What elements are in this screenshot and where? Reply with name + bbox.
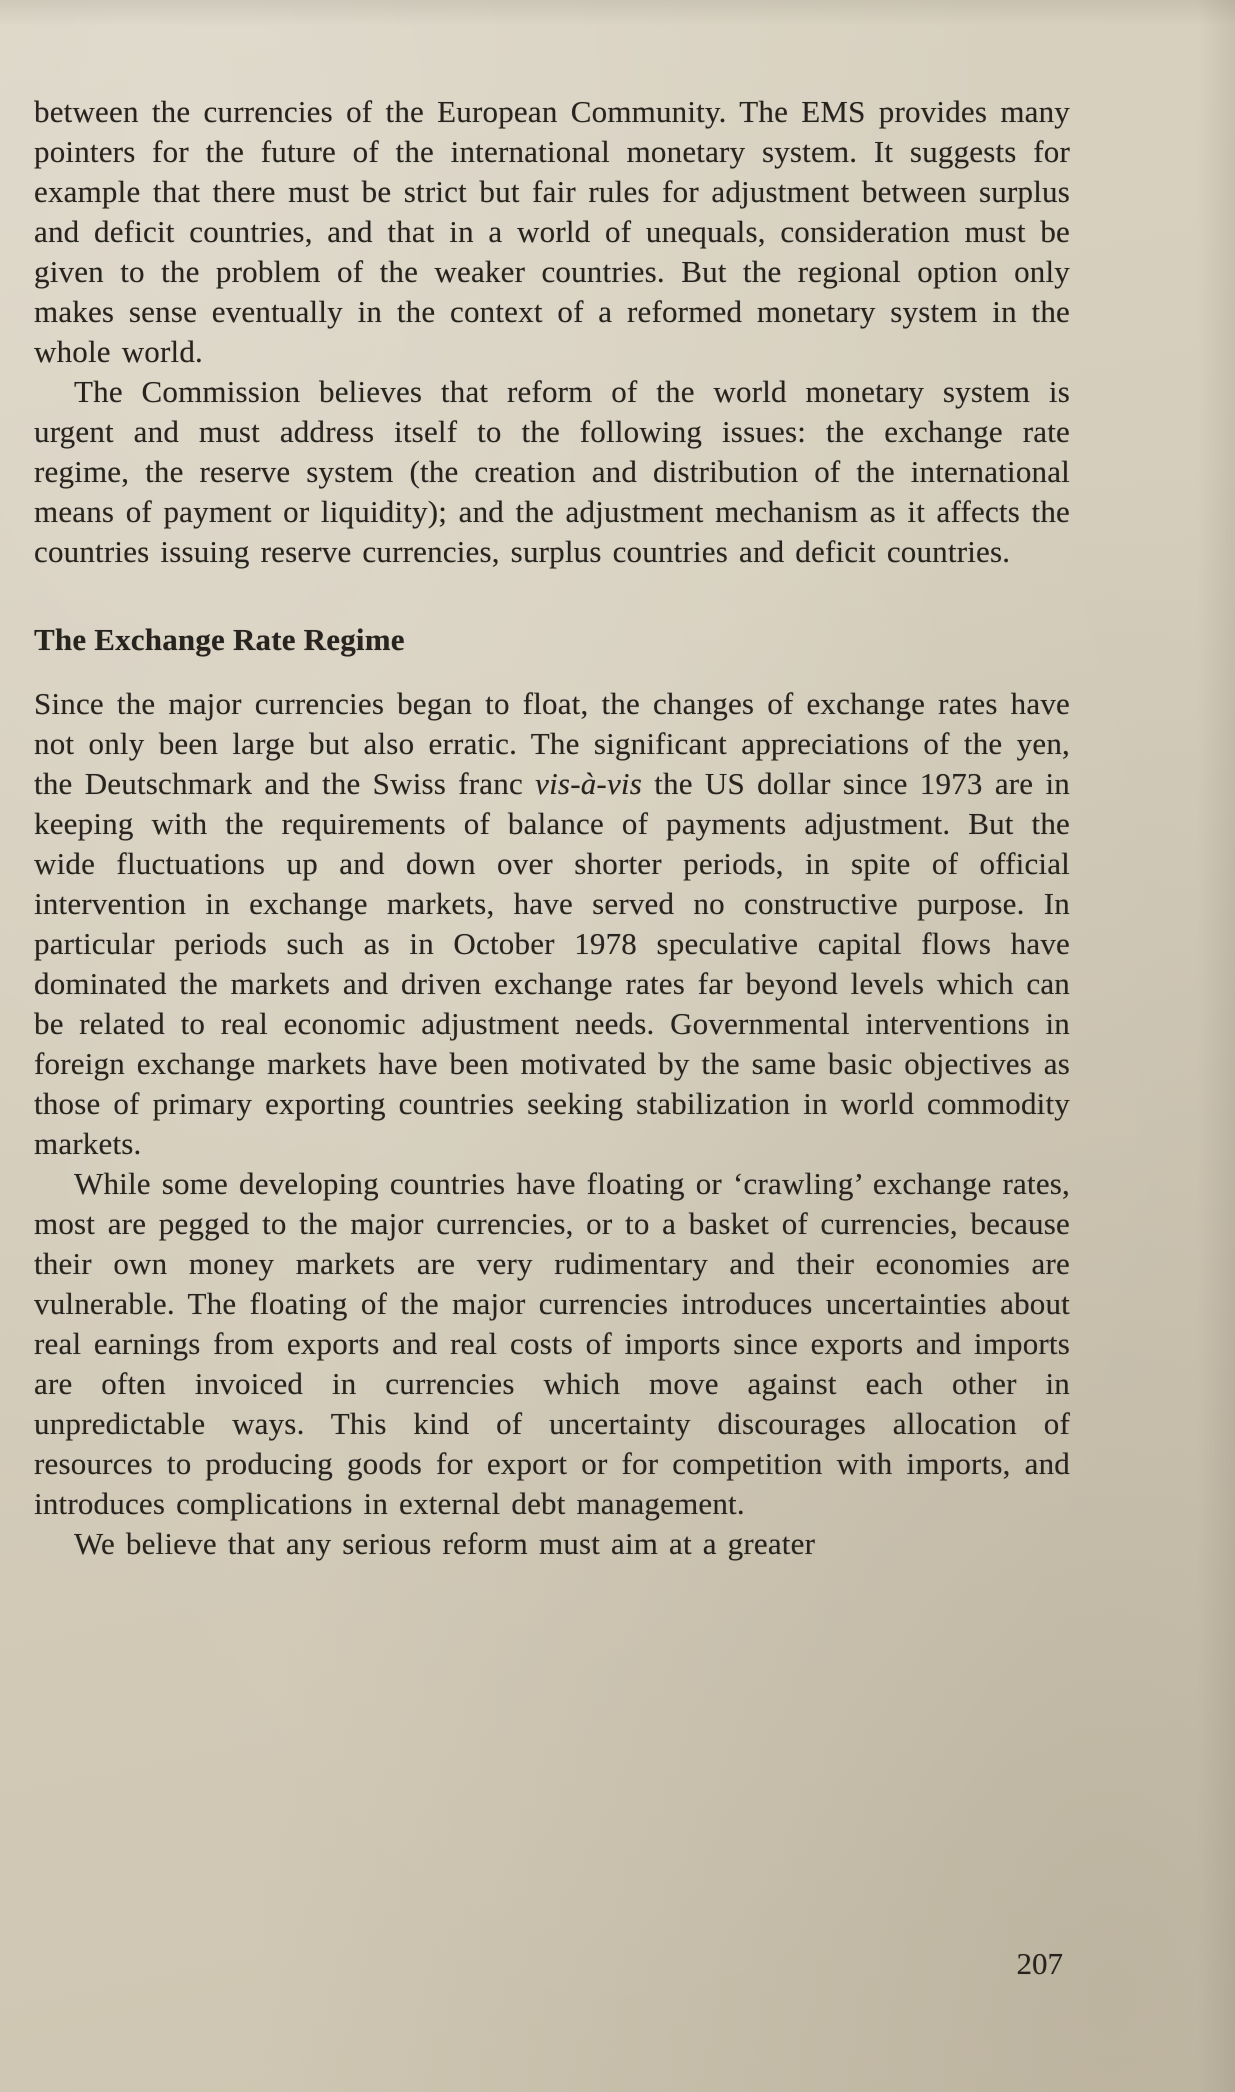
page-text — [34, 92, 1070, 1564]
paragraph-ems-continuation: between the currencies of the European Community. The EMS provides many pointers for the future of the international monetary system. It suggests for example that there must be strict but fair rules for adjustment between surplus and deficit countries, and that in a world of unequals, consideration must be given to the problem of the weaker countries. But the regional option only makes sense eventually in the context of a reformed monetary system in the whole world. — [34, 94, 1070, 369]
section-heading: The Exchange Rate Regime — [34, 622, 405, 657]
page-number: 207 — [1016, 1946, 1063, 1981]
paragraph-serious-reform: We believe that any serious reform must aim at a greater — [74, 1526, 816, 1561]
paragraph-developing-countries: While some developing countries have floating or ‘crawling’ exchange rates, most are pegged to the major currencies, or to a basket of currencies, because their own money markets are very rudimentary and their economies are vulnerable. The floating of the major currencies introduces uncertainties about real earnings from exports and real costs of imports since exports and imports are often invoiced in currencies which move against each other in unpredictable ways. This kind of uncertainty discourages allocation of resources to producing goods for export or for competition with imports, and introduces complications in external debt management. — [34, 1166, 1070, 1521]
paragraph-commission-reform: The Commission believes that reform of the world monetary system is urgent and must address itself to the following issues: the exchange rate regime, the reserve system (the creation and distribution of the international means of payment or liquidity); and the adjustment mechanism as it affects the countries issuing reserve currencies, surplus countries and deficit countries. — [34, 374, 1070, 569]
paragraph-floating-currencies: Since the major currencies began to float, the changes of exchange rates have not only been large but also erratic. The significant appreciations of the yen, the Deutschmark and the Swiss franc vis-à-vis the US dollar since 1973 are in keeping with the requirements of balance of payments adjustment. But the wide fluctuations up and down over shorter periods, in spite of official intervention in exchange markets, have served no constructive purpose. In particular periods such as in October 1978 speculative capital flows have dominated the markets and driven exchange rates far beyond levels which can be related to real economic adjustment needs. Governmental interventions in foreign exchange markets have been motivated by the same basic objectives as those of primary exporting countries seeking stabilization in world commodity markets. — [34, 686, 1071, 1161]
